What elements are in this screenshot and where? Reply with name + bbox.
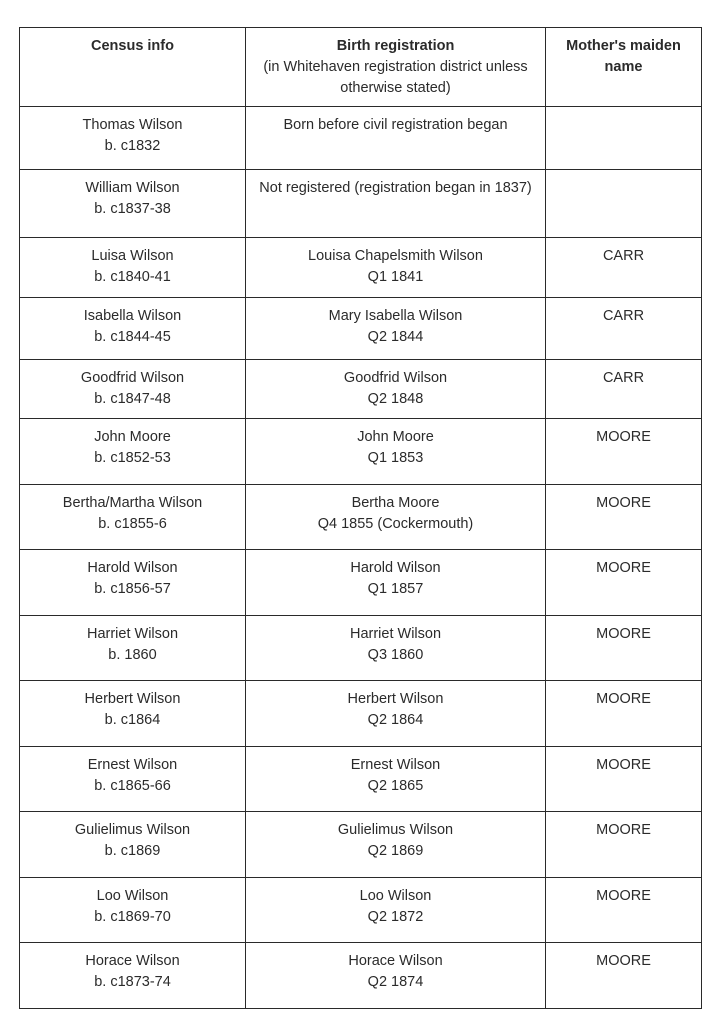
table-row: [20, 360, 702, 419]
maiden-name-cell: MOORE: [546, 616, 702, 681]
header-birth-registration-note: (in Whitehaven registration district unless otherwise stated): [263, 59, 528, 96]
registration-quarter: Q1 1857: [367, 581, 424, 597]
registration-name: Mary Isabella Wilson: [328, 308, 463, 324]
maiden-name-cell: MOORE: [546, 812, 702, 878]
person-name: Luisa Wilson: [91, 248, 174, 264]
table-row: [20, 878, 702, 943]
maiden-name-cell: MOORE: [546, 485, 702, 550]
registration-quarter: Q2 1865: [367, 778, 424, 794]
birth-registration-cell: [246, 107, 546, 170]
maiden-name-cell: [546, 107, 702, 170]
person-name: Goodfrid Wilson: [80, 370, 185, 386]
header-mothers-maiden-name: Mother's maiden name: [546, 28, 702, 107]
census-info-cell: [20, 878, 246, 943]
table-row: [20, 681, 702, 747]
census-info-cell: [20, 616, 246, 681]
birth-estimate: b. c1832: [104, 138, 161, 154]
birth-registration-cell: [246, 747, 546, 812]
registration-name: Louisa Chapelsmith Wilson: [308, 248, 483, 264]
person-name: Gulielimus Wilson: [74, 822, 191, 838]
birth-estimate: b. c1856-57: [94, 581, 171, 597]
person-name: Loo Wilson: [96, 888, 169, 904]
header-row: [20, 28, 702, 107]
birth-registration-cell: [246, 298, 546, 360]
registration-quarter: Q2 1869: [367, 843, 424, 859]
census-info-cell: [20, 419, 246, 485]
registration-quarter: Q2 1872: [367, 909, 424, 925]
maiden-name-cell: MOORE: [546, 550, 702, 616]
table-row: [20, 550, 702, 616]
registration-name: Loo Wilson: [359, 888, 432, 904]
person-name: Thomas Wilson: [82, 117, 183, 133]
registration-quarter: Q2 1874: [367, 974, 424, 990]
birth-registration-cell: [246, 170, 546, 238]
census-info-cell: [20, 747, 246, 812]
birth-estimate: b. c1840-41: [94, 269, 171, 285]
table-row: [20, 419, 702, 485]
table-row: [20, 485, 702, 550]
table-row: [20, 238, 702, 298]
census-info-cell: [20, 485, 246, 550]
census-info-cell: [20, 681, 246, 747]
birth-registration-cell: [246, 943, 546, 1009]
birth-estimate: b. c1855-6: [98, 516, 167, 532]
registration-name: Bertha Moore: [351, 495, 440, 511]
registration-name: Ernest Wilson: [350, 757, 441, 773]
registration-quarter: Q1 1841: [367, 269, 424, 285]
census-info-cell: [20, 170, 246, 238]
birth-registration-cell: [246, 419, 546, 485]
table-row: [20, 107, 702, 170]
registration-quarter: Q3 1860: [367, 647, 424, 663]
census-info-cell: [20, 812, 246, 878]
birth-registration-cell: [246, 550, 546, 616]
birth-registration-cell: [246, 681, 546, 747]
person-name: Harold Wilson: [87, 560, 178, 576]
maiden-name-cell: MOORE: [546, 419, 702, 485]
birth-estimate: b. c1869: [104, 843, 161, 859]
birth-registration-cell: [246, 812, 546, 878]
registration-name: Harriet Wilson: [349, 626, 442, 642]
birth-estimate: b. c1844-45: [94, 329, 171, 345]
registration-quarter: Q2 1844: [367, 329, 424, 345]
census-info-cell: [20, 360, 246, 419]
birth-registration-cell: [246, 360, 546, 419]
birth-estimate: b. c1852-53: [94, 450, 171, 466]
birth-estimate: b. 1860: [108, 647, 157, 663]
person-name: John Moore: [94, 429, 171, 445]
registration-name: John Moore: [357, 429, 434, 445]
table-row: [20, 943, 702, 1009]
birth-estimate: b. c1864: [104, 712, 161, 728]
registration-quarter: Q2 1848: [367, 391, 424, 407]
registration-name: Not registered (registration began in 1837): [259, 180, 532, 196]
table-row: [20, 298, 702, 360]
registration-quarter: Q1 1853: [367, 450, 424, 466]
maiden-name-cell: MOORE: [546, 878, 702, 943]
person-name: William Wilson: [85, 180, 180, 196]
person-name: Ernest Wilson: [87, 757, 178, 773]
table-header: [20, 28, 702, 107]
birth-estimate: b. c1873-74: [94, 974, 171, 990]
person-name: Isabella Wilson: [83, 308, 182, 324]
maiden-name-cell: MOORE: [546, 943, 702, 1009]
table-row: [20, 616, 702, 681]
table-row: [20, 812, 702, 878]
person-name: Harriet Wilson: [86, 626, 179, 642]
birth-estimate: b. c1869-70: [94, 909, 171, 925]
table-row: [20, 747, 702, 812]
header-census-info: Census info: [20, 28, 246, 107]
person-name: Horace Wilson: [85, 953, 180, 969]
census-info-cell: [20, 238, 246, 298]
registration-name: Horace Wilson: [348, 953, 443, 969]
maiden-name-cell: MOORE: [546, 747, 702, 812]
maiden-name-cell: CARR: [546, 360, 702, 419]
maiden-name-cell: CARR: [546, 298, 702, 360]
birth-estimate: b. c1865-66: [94, 778, 171, 794]
birth-registration-cell: [246, 485, 546, 550]
registration-quarter: Q4 1855 (Cockermouth): [317, 516, 474, 532]
person-name: Herbert Wilson: [84, 691, 181, 707]
maiden-name-cell: CARR: [546, 238, 702, 298]
census-info-cell: [20, 943, 246, 1009]
census-info-cell: [20, 298, 246, 360]
maiden-name-cell: MOORE: [546, 681, 702, 747]
birth-registration-cell: [246, 616, 546, 681]
table-body: [20, 107, 702, 1009]
census-table: [19, 27, 702, 1009]
registration-name: Born before civil registration began: [283, 117, 508, 133]
person-name: Bertha/Martha Wilson: [62, 495, 203, 511]
census-info-cell: [20, 107, 246, 170]
birth-registration-cell: [246, 238, 546, 298]
birth-estimate: b. c1847-48: [94, 391, 171, 407]
maiden-name-cell: [546, 170, 702, 238]
registration-name: Harold Wilson: [350, 560, 441, 576]
birth-estimate: b. c1837-38: [94, 201, 171, 217]
registration-name: Gulielimus Wilson: [337, 822, 454, 838]
table-row: [20, 170, 702, 238]
birth-registration-cell: [246, 878, 546, 943]
registration-name: Herbert Wilson: [347, 691, 444, 707]
registration-name: Goodfrid Wilson: [343, 370, 448, 386]
header-birth-registration: [246, 28, 546, 107]
census-info-cell: [20, 550, 246, 616]
registration-quarter: Q2 1864: [367, 712, 424, 728]
header-birth-registration-title: Birth registration: [336, 38, 455, 54]
